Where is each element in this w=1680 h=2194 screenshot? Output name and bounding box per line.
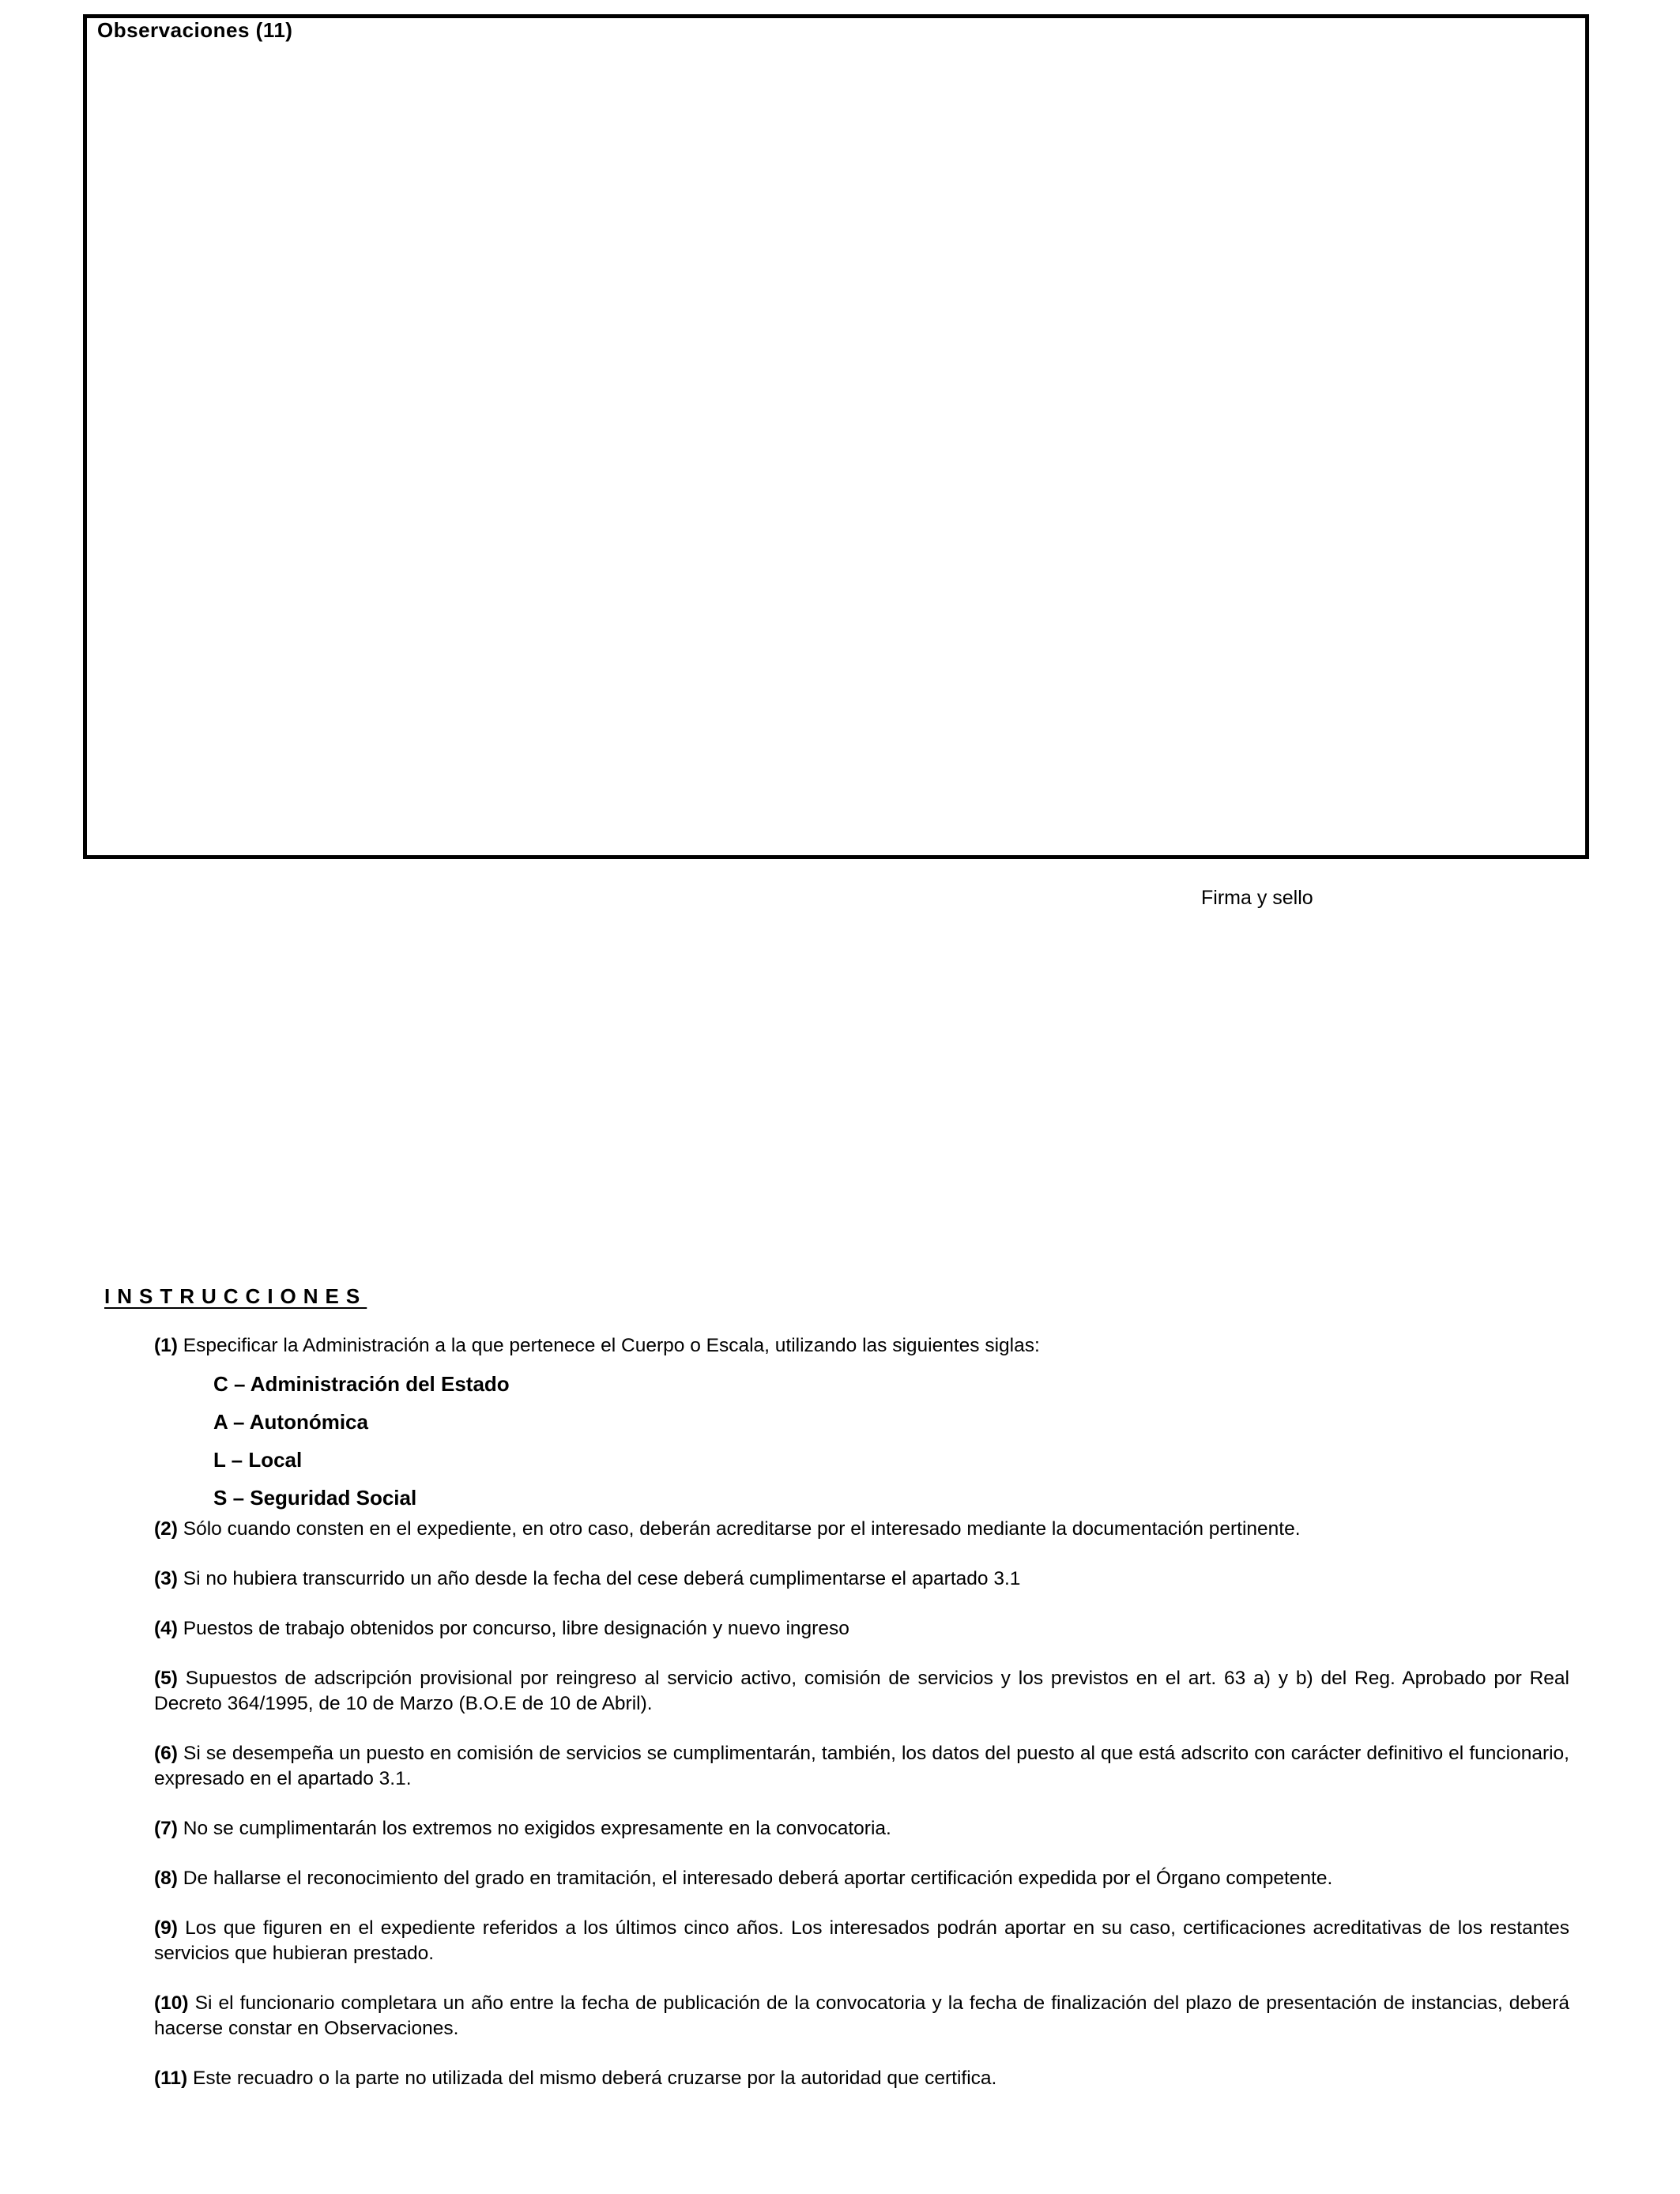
instruccion-text: No se cumplimentarán los extremos no exigidos expresamente en la convocatoria.: [177, 1818, 891, 1839]
instruccion-text: De hallarse el reconocimiento del grado en tramitación, el interesado deberá aportar certificación expedida por el Órgano competente.: [177, 1868, 1333, 1889]
instruccion-item: [154, 1517, 1569, 1542]
instruccion-item: [154, 1991, 1569, 2041]
siglas-list: [154, 1365, 1569, 1517]
instruccion-number: (5): [154, 1668, 178, 1689]
instruccion-number: (2): [154, 1518, 178, 1540]
instruccion-number: (11): [154, 2068, 188, 2089]
instruccion-number: (6): [154, 1743, 178, 1764]
instruccion-text: Si no hubiera transcurrido un año desde la fecha del cese deberá cumplimentarse el apartado 3.1: [177, 1568, 1021, 1589]
instruccion-number: (4): [154, 1618, 178, 1639]
instruccion-number: (1): [154, 1335, 178, 1356]
instruccion-text: Si se desempeña un puesto en comisión de servicios se cumplimentarán, también, los datos del puesto al que está adscrito con carácter definitivo el funcionario, expresado en el apartado 3.1.: [154, 1743, 1569, 1789]
instruccion-text: Este recuadro o la parte no utilizada del mismo deberá cruzarse por la autoridad que certifica.: [187, 2068, 997, 2089]
instruccion-item: [154, 1566, 1569, 1592]
instruccion-number: (3): [154, 1568, 178, 1589]
instruccion-item: [154, 2066, 1569, 2091]
observaciones-title: Observaciones (11): [97, 18, 293, 42]
sigla-item: C – Administración del Estado: [213, 1372, 510, 1396]
instruccion-number: (8): [154, 1868, 178, 1889]
instruccion-item: [154, 1916, 1569, 1966]
firma-sello-label: Firma y sello: [1201, 887, 1313, 909]
instruccion-text: Puestos de trabajo obtenidos por concurso, libre designación y nuevo ingreso: [177, 1618, 849, 1639]
instruccion-number: (9): [154, 1917, 178, 1939]
observaciones-box: [83, 14, 1589, 859]
sigla-item: S – Seguridad Social: [213, 1486, 417, 1510]
sigla-item: A – Autonómica: [213, 1410, 368, 1434]
instruccion-number: (7): [154, 1818, 178, 1839]
instruccion-item: [154, 1741, 1569, 1792]
instruccion-text: Supuestos de adscripción provisional por reingreso al servicio activo, comisión de servicios y los previstos en el art. 63 a) y b) del Reg. Aprobado por Real Decreto 364/1995, de 10 de Marzo (B.O.E de 10 de Abril).: [154, 1668, 1569, 1714]
instruccion-text: Si el funcionario completara un año entre la fecha de publicación de la convocatoria y la fecha de finalización del plazo de presentación de instancias, deberá hacerse constar en Observaciones.: [154, 1992, 1569, 2039]
instruccion-number: (10): [154, 1992, 189, 2014]
instruccion-text: Sólo cuando consten en el expediente, en otro caso, deberán acreditarse por el interesado mediante la documentación pertinente.: [177, 1518, 1301, 1540]
instruccion-item: [154, 1816, 1569, 1842]
instruccion-item: [154, 1666, 1569, 1717]
instruccion-text: Especificar la Administración a la que pertenece el Cuerpo o Escala, utilizando las siguientes siglas:: [177, 1335, 1040, 1356]
instruccion-text: Los que figuren en el expediente referidos a los últimos cinco años. Los interesados podrán aportar en su caso, certificaciones acreditativas de los restantes servicios que hubieran prestado.: [154, 1917, 1569, 1964]
instruccion-item: [154, 1866, 1569, 1891]
instruccion-item: [154, 1616, 1569, 1642]
instruccion-item: [154, 1333, 1569, 1359]
instrucciones-title: INSTRUCCIONES: [104, 1284, 367, 1308]
instrucciones-list: [154, 1333, 1569, 2091]
sigla-item: L – Local: [213, 1448, 303, 1472]
